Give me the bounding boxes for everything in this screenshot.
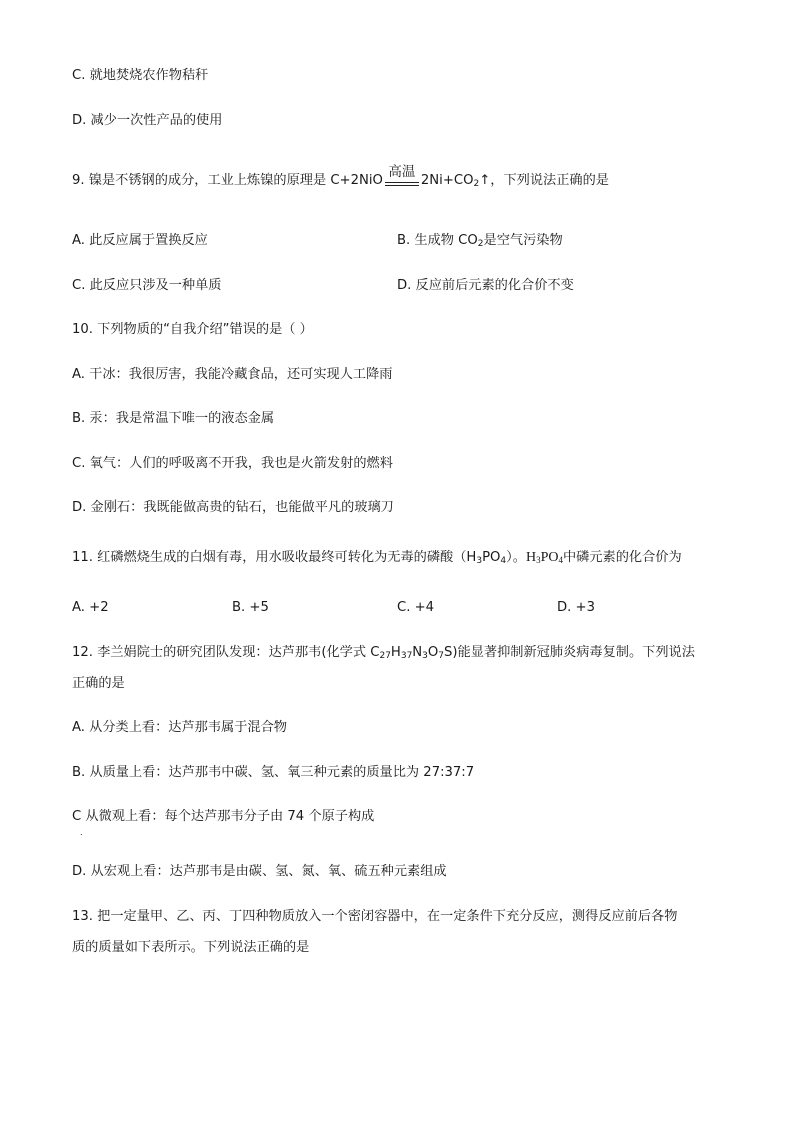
q12-option-d: D. 从宏观上看：达芦那韦是由碳、氢、氮、氧、硫五种元素组成 [72,864,447,879]
q8-option-c: C. 就地焚烧农作物秸秆 [72,68,209,83]
q9-stem-part1: 9. 镍是不锈钢的成分，工业上炼镍的原理是 C+2NiO [72,173,383,188]
q10-option-c: C. 氧气：人们的呼吸离不开我，我也是火箭发射的燃料 [72,456,393,471]
q11-formula: $H_3PO_4$ [525,550,563,565]
q13-stem-line1: 13. 把一定量甲、乙、丙、丁四种物质放入一个密闭容器中，在一定条件下充分反应，测得反应前后各物 [72,909,678,924]
q10-option-d: D. 金刚石：我既能做高贵的钻石，也能做平凡的玻璃刀 [72,500,394,515]
q12-option-a: A. 从分类上看：达芦那韦属于混合物 [72,720,287,735]
q11-sub1: 3 [476,556,483,566]
q9-option-d: D. 反应前后元素的化合价不变 [397,278,574,293]
q13-stem-line2: 质的质量如下表所示。下列说法正确的是 [72,940,310,955]
q12-option-b: B. 从质量上看：达芦那韦中碳、氢、氧三种元素的质量比为 27:37:7 [72,765,475,780]
q9-subscript: 2 [473,179,480,189]
q12-stem-part1: 12. 李兰娟院士的研究团队发现：达芦那韦(化学式 C [72,645,380,660]
q12-stem-line2: 正确的是 [72,676,125,691]
q11-option-a: A. +2 [72,600,109,615]
q9-option-b-text1: B. 生成物 CO [397,233,478,248]
q9-stem [72,164,609,191]
q11-stem-part3: ）。 [506,550,526,565]
q11-option-b: B. +5 [232,600,269,615]
q9-option-c: C. 此反应只涉及一种单质 [72,278,222,293]
q10-stem: 10. 下列物质的“自我介绍”错误的是（ ） [72,322,313,337]
q9-option-a: A. 此反应属于置换反应 [72,233,208,248]
q11-option-d: D. +3 [557,600,595,615]
q11-stem-part1: 11. 红磷燃烧生成的白烟有毒，用水吸收最终可转化为无毒的磷酸（H [72,550,477,565]
q9-stem-part3: ↑，下列说法正确的是 [479,173,609,188]
q11-sub2: 4 [500,556,507,566]
q11-option-c: C. +4 [397,600,435,615]
q11-stem-part2: PO [482,550,501,565]
q12-stem: 12. 李兰娟院士的研究团队发现：达芦那韦(化学式 $C_{27}H_{37}N_3O_7S$)能显著抑制新冠肺炎病毒复制。下列说法 [72,645,695,661]
q9-option-b-text2: 是空气污染物 [483,233,563,248]
q12-option-c-dot: . [80,828,83,837]
q9-option-b [397,231,563,251]
q12-option-c: C 从微观上看：每个达芦那韦分子由 74 个原子构成 [72,809,375,824]
q9-stem-part2: 2Ni+CO [420,173,474,188]
q9-option-b-subscript: 2 [477,239,484,249]
q10-option-a: A. 干冰：我很厉害，我能冷藏食品，还可实现人工降雨 [72,367,393,382]
q10-option-b: B. 汞：我是常温下唯一的液态金属 [72,411,275,426]
q11-stem [72,548,682,568]
q11-stem-part4: 中磷元素的化合价为 [562,550,682,565]
q12-stem-part2: S)能显著抑制新冠肺炎病毒复制。下列说法 [444,645,695,660]
reaction-condition: 高温 [388,164,416,180]
q8-option-d: D. 减少一次性产品的使用 [72,113,223,128]
